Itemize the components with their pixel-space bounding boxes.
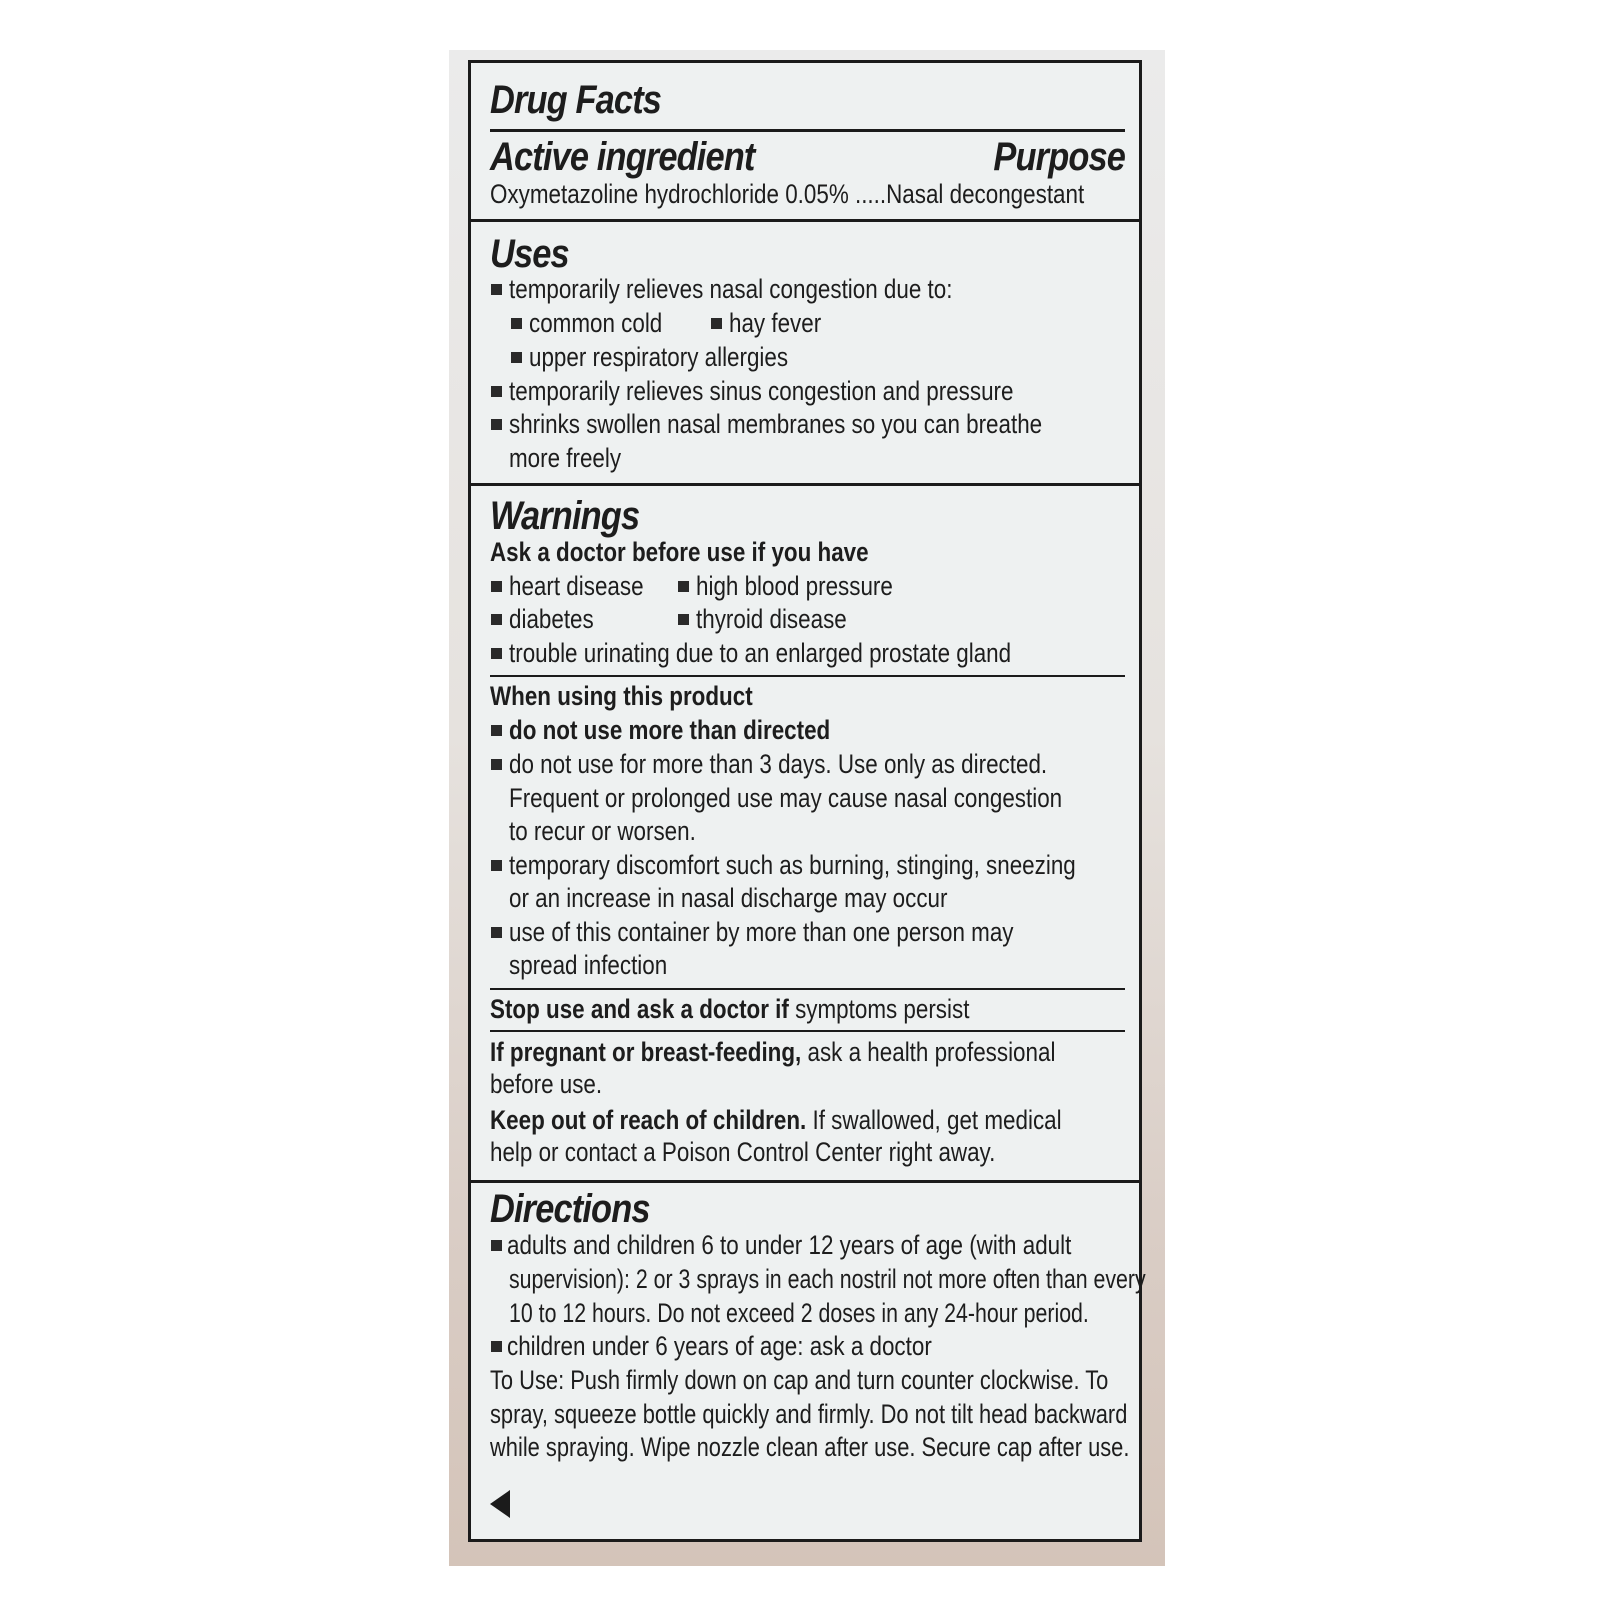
warnings-subdivider: [490, 988, 1125, 990]
bullet-icon: [491, 419, 502, 430]
bullet-icon: [491, 386, 502, 397]
bullet-icon: [491, 1240, 502, 1251]
drug-facts-label: [468, 60, 1146, 1542]
bullet-icon: [491, 614, 502, 625]
when-using-item: use of this container by more than one person may: [509, 917, 1014, 947]
directions-item: adults and children 6 to under 12 years of age (with adult: [507, 1230, 1072, 1260]
to-use-text: spray, squeeze bottle quickly and firmly. Do not tilt head backward: [490, 1399, 1128, 1429]
bullet-icon: [491, 581, 502, 592]
stop-use-bold: Stop use and ask a doctor if: [490, 994, 789, 1024]
bullet-icon: [491, 725, 502, 736]
active-ingredient-heading: Active ingredient: [490, 135, 755, 179]
keep-out-rest: If swallowed, get medical: [806, 1105, 1062, 1135]
bullet-icon: [491, 759, 502, 770]
bullet-icon: [491, 284, 502, 295]
uses-subitem: common cold: [529, 308, 663, 338]
ask-doctor-heading: Ask a doctor before use if you have: [490, 537, 869, 567]
bullet-icon: [678, 581, 689, 592]
uses-heading: Uses: [490, 232, 569, 276]
uses-subitem: upper respiratory allergies: [529, 342, 789, 372]
when-using-item-continued: Frequent or prolonged use may cause nasal congestion: [509, 783, 1063, 813]
condition-item: thyroid disease: [696, 604, 847, 634]
section-divider: [471, 1180, 1139, 1183]
bullet-icon: [511, 352, 522, 363]
purpose-heading: Purpose: [993, 135, 1125, 179]
bullet-icon: [491, 927, 502, 938]
directions-item-continued: supervision): 2 or 3 sprays in each nostril not more often than every: [509, 1264, 1146, 1294]
uses-item: temporarily relieves sinus congestion and pressure: [509, 376, 1014, 406]
when-using-heading: When using this product: [490, 681, 753, 711]
bullet-icon: [511, 318, 522, 329]
condition-item: diabetes: [509, 604, 594, 634]
left-arrow-icon: [490, 1490, 510, 1518]
pregnant-line: [490, 1035, 1055, 1069]
title-divider: [490, 129, 1125, 132]
drug-facts-title: Drug Facts: [490, 78, 662, 122]
keep-out-bold: Keep out of reach of children.: [490, 1105, 807, 1135]
bullet-icon: [711, 318, 722, 329]
section-divider: [471, 483, 1139, 486]
warnings-subdivider: [490, 1030, 1125, 1032]
when-using-item-continued: to recur or worsen.: [509, 816, 696, 846]
condition-item: heart disease: [509, 571, 644, 601]
when-using-item-continued: spread infection: [509, 950, 668, 980]
directions-heading: Directions: [490, 1187, 650, 1231]
stop-use-line: [490, 992, 969, 1026]
keep-out-line-2: help or contact a Poison Control Center right away.: [490, 1137, 996, 1167]
pregnant-bold: If pregnant or breast-feeding,: [490, 1037, 802, 1067]
warnings-heading: Warnings: [490, 494, 640, 538]
warnings-subdivider: [490, 675, 1125, 677]
bullet-icon: [491, 860, 502, 871]
uses-item: temporarily relieves nasal congestion due to:: [509, 274, 953, 304]
keep-out-line: [490, 1103, 1062, 1137]
condition-item: high blood pressure: [696, 571, 893, 601]
section-divider: [471, 219, 1139, 222]
condition-item: trouble urinating due to an enlarged prostate gland: [509, 638, 1012, 668]
uses-subitem: hay fever: [729, 308, 822, 338]
when-using-item-continued: or an increase in nasal discharge may occur: [509, 883, 948, 913]
bullet-icon: [491, 1341, 502, 1352]
directions-item: children under 6 years of age: ask a doctor: [507, 1331, 932, 1361]
stop-use-rest: symptoms persist: [788, 994, 970, 1024]
active-ingredient-line: Oxymetazoline hydrochloride 0.05% .....Nasal decongestant: [490, 179, 1085, 209]
when-using-item: do not use more than directed: [509, 715, 831, 745]
uses-item: shrinks swollen nasal membranes so you can breathe: [509, 409, 1043, 439]
bullet-icon: [491, 648, 502, 659]
to-use-text: To Use: Push firmly down on cap and turn counter clockwise. To: [490, 1365, 1109, 1395]
pregnant-rest: ask a health professional: [801, 1037, 1056, 1067]
uses-item-continued: more freely: [509, 443, 622, 473]
directions-item-continued: 10 to 12 hours. Do not exceed 2 doses in any 24-hour period.: [509, 1298, 1089, 1328]
when-using-item: temporary discomfort such as burning, stinging, sneezing: [509, 850, 1076, 880]
bullet-icon: [678, 614, 689, 625]
to-use-text: while spraying. Wipe nozzle clean after use. Secure cap after use.: [490, 1432, 1130, 1462]
when-using-item: do not use for more than 3 days. Use only as directed.: [509, 749, 1048, 779]
pregnant-line-2: before use.: [490, 1069, 603, 1099]
